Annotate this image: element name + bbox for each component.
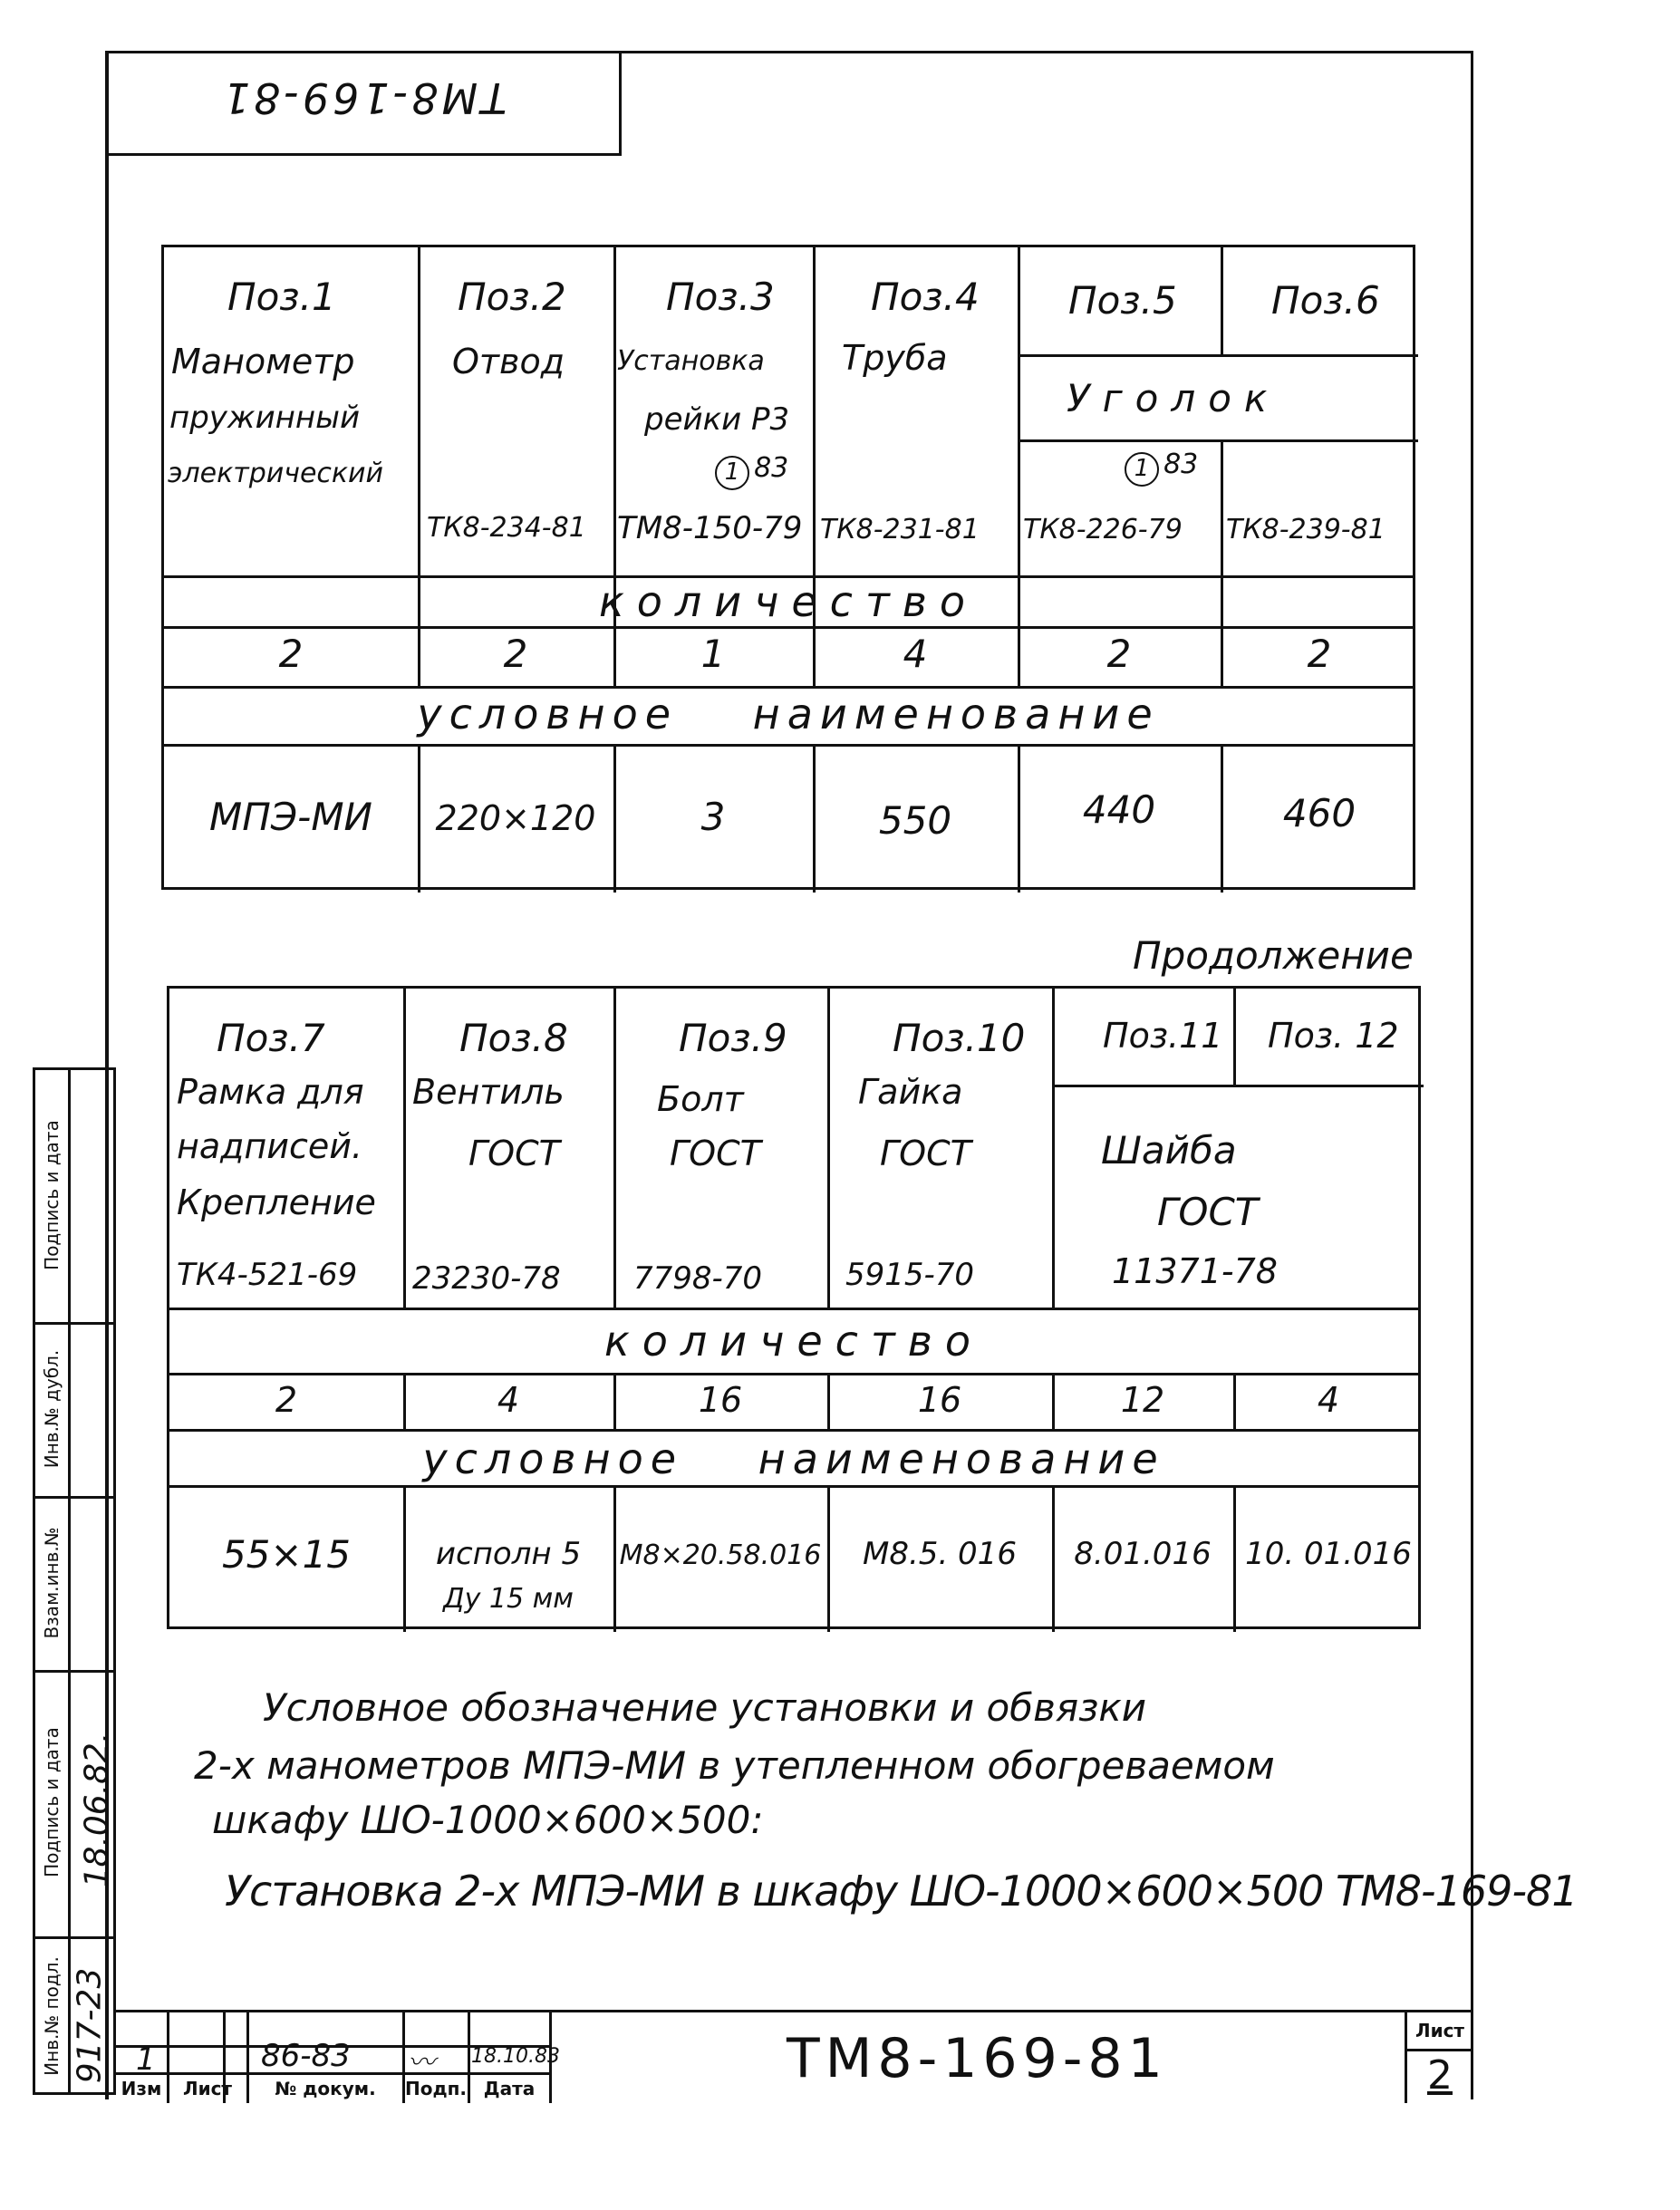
- t1-cond-name-5: 440: [1082, 787, 1156, 832]
- t1-ref-6: ТК8-239-81: [1226, 514, 1386, 545]
- t2-qty-8: 4: [497, 1380, 520, 1420]
- t2-cond-name-11: 8.01.016: [1074, 1536, 1212, 1572]
- t1-name-1-line2: пружинный: [169, 400, 361, 436]
- t2-pos-12: Поз. 12: [1268, 1016, 1399, 1056]
- t2-name-7-line3: Крепление: [177, 1182, 376, 1222]
- t1-cond-name-1: МПЭ-МИ: [209, 795, 372, 839]
- col-date: Дата: [483, 2078, 536, 2099]
- rev-izm-value: 1: [136, 2041, 156, 2078]
- side-label-vzam-inv: Взам.инв.№: [41, 1527, 63, 1639]
- t2-name-8-line1: Вентиль: [412, 1072, 565, 1112]
- t1-ref-3: ТМ8-150-79: [617, 510, 803, 546]
- t2-name-9-line2: ГОСТ: [670, 1134, 761, 1173]
- t2-pos-8: Поз.8: [459, 1016, 568, 1060]
- t1-cond-name-3: 3: [700, 795, 726, 839]
- t2-cond-name-9: М8×20.58.016: [619, 1539, 822, 1571]
- rev-date-value: 18.10.83: [471, 2045, 560, 2068]
- t1-pos-5: Поз.5: [1068, 278, 1177, 323]
- t2-qty-9: 16: [698, 1380, 743, 1420]
- col-sign: Подп.: [404, 2078, 468, 2099]
- t1-qty-6: 2: [1307, 632, 1332, 676]
- t1-name-label: условное наименование: [417, 690, 1160, 738]
- t2-name-9-line1: Болт: [657, 1079, 744, 1119]
- t1-ref-2: ТК8-234-81: [427, 512, 586, 544]
- revision-circle-icon: 1: [1125, 452, 1159, 487]
- side-label-sign-date-2: Подпись и дата: [41, 1727, 63, 1877]
- t2-pos-10: Поз.10: [893, 1016, 1026, 1060]
- t1-pos-3: Поз.3: [666, 275, 775, 319]
- description-line-3: шкафу ШО-1000×600×500:: [212, 1798, 764, 1842]
- t1-pos-1: Поз.1: [227, 275, 336, 319]
- col-list: Лист: [182, 2078, 233, 2099]
- revision-circle-icon: 1: [715, 456, 749, 490]
- col-doc: № докум.: [275, 2078, 376, 2099]
- t1-qty-5: 2: [1106, 632, 1132, 676]
- t2-ref-7: ТК4-521-69: [177, 1257, 358, 1293]
- t2-cond-name-10: М8.5. 016: [863, 1536, 1017, 1572]
- t1-qty-4: 4: [903, 632, 928, 676]
- t1-name-3-line1: Установка: [617, 345, 765, 377]
- top-code-box: [105, 51, 622, 156]
- t1-shared-label-ugolok: Уголок: [1067, 376, 1280, 420]
- t2-cond-name-8-line1: исполн 5: [435, 1536, 582, 1572]
- t2-qty-11: 12: [1120, 1380, 1165, 1420]
- t2-pos-9: Поз.9: [679, 1016, 787, 1060]
- t2-qty-7: 2: [275, 1380, 298, 1420]
- sheet-number: 2: [1427, 2052, 1453, 2099]
- continuation-label: Продолжение: [1133, 933, 1414, 978]
- t1-qty-2: 2: [503, 632, 528, 676]
- t1-name-4: Труба: [842, 338, 948, 378]
- t1-pos-4: Поз.4: [871, 275, 980, 319]
- side-label-inv-dubl: Инв.№ дубл.: [41, 1349, 63, 1469]
- side-value-inv-podl: 917-23: [71, 1967, 109, 2084]
- side-label-sign-date-1: Подпись и дата: [41, 1120, 63, 1270]
- t2-shared-name-shaiba: Шайба: [1101, 1128, 1237, 1173]
- t1-ref-5: ТК8-226-79: [1023, 514, 1183, 545]
- t1-cond-name-2: 220×120: [435, 798, 596, 838]
- t2-ref-8: 23230-78: [412, 1260, 561, 1297]
- t2-qty-label: количество: [603, 1317, 984, 1366]
- spec-table-2: [167, 986, 1421, 1629]
- t2-qty-10: 16: [917, 1380, 962, 1420]
- t1-qty-3: 1: [700, 632, 726, 676]
- t2-name-7-line2: надписей.: [177, 1126, 362, 1166]
- side-stamp: [33, 1067, 116, 2095]
- rev-doc-value: 86-83: [261, 2038, 351, 2074]
- t2-name-8-line2: ГОСТ: [468, 1134, 560, 1173]
- t1-cond-name-4: 550: [878, 798, 952, 843]
- t1-ref-4: ТК8-231-81: [820, 514, 980, 545]
- t1-name-1-line1: Манометр: [171, 342, 355, 381]
- t1-pos-2: Поз.2: [458, 275, 566, 319]
- description-line-2: 2-х манометров МПЭ-МИ в утепленном обогреваемом: [194, 1743, 1275, 1788]
- t2-cond-name-8-line2: Ду 15 мм: [443, 1583, 574, 1615]
- col-izm: Изм: [121, 2078, 162, 2099]
- t2-name-10-line1: Гайка: [858, 1072, 963, 1112]
- t2-qty-12: 4: [1317, 1380, 1340, 1420]
- t1-qty-label: количество: [598, 577, 979, 626]
- t2-name-7-line1: Рамка для: [177, 1072, 364, 1112]
- description-line-1: Условное обозначение установки и обвязки: [263, 1685, 1147, 1730]
- side-value-sign-date-2: 18.06.82.: [78, 1732, 116, 1888]
- spec-table-1: [161, 245, 1415, 890]
- t2-cond-name-7: 55×15: [221, 1532, 352, 1577]
- t2-pos-7: Поз.7: [217, 1016, 325, 1060]
- t1-qty-1: 2: [278, 632, 304, 676]
- t2-shared-ref: 11371-78: [1112, 1251, 1278, 1291]
- t1-name-1-line3: электрический: [168, 458, 384, 489]
- rev-signature-icon: 〰: [408, 2047, 435, 2079]
- t1-revmark-5: 1 83: [1125, 449, 1233, 485]
- sheet-label: Лист: [1414, 2020, 1465, 2041]
- t1-name-3-line2: рейки Р3: [644, 401, 790, 438]
- side-label-inv-podl: Инв.№ подл.: [41, 1956, 63, 2076]
- description-line-4: Установка 2-х МПЭ-МИ в шкафу ШО-1000×600×500 ТМ8-169-81: [225, 1867, 1578, 1916]
- top-code-mirrored: ТМ8-169-81: [219, 73, 507, 122]
- t1-pos-6: Поз.6: [1271, 278, 1380, 323]
- t2-ref-10: 5915-70: [845, 1257, 975, 1293]
- t1-name-2: Отвод: [452, 342, 565, 381]
- title-doc-code: ТМ8-169-81: [787, 2027, 1168, 2090]
- t2-name-label: условное наименование: [422, 1434, 1165, 1483]
- t2-cond-name-12: 10. 01.016: [1245, 1536, 1412, 1572]
- t2-ref-9: 7798-70: [633, 1260, 763, 1297]
- t2-pos-11: Поз.11: [1103, 1016, 1223, 1056]
- title-block: [116, 2010, 1473, 2100]
- t1-revmark-3: 1 83: [715, 452, 815, 488]
- t1-cond-name-6: 460: [1282, 791, 1357, 835]
- t2-shared-gost: ГОСТ: [1157, 1190, 1259, 1234]
- t2-name-10-line2: ГОСТ: [880, 1134, 971, 1173]
